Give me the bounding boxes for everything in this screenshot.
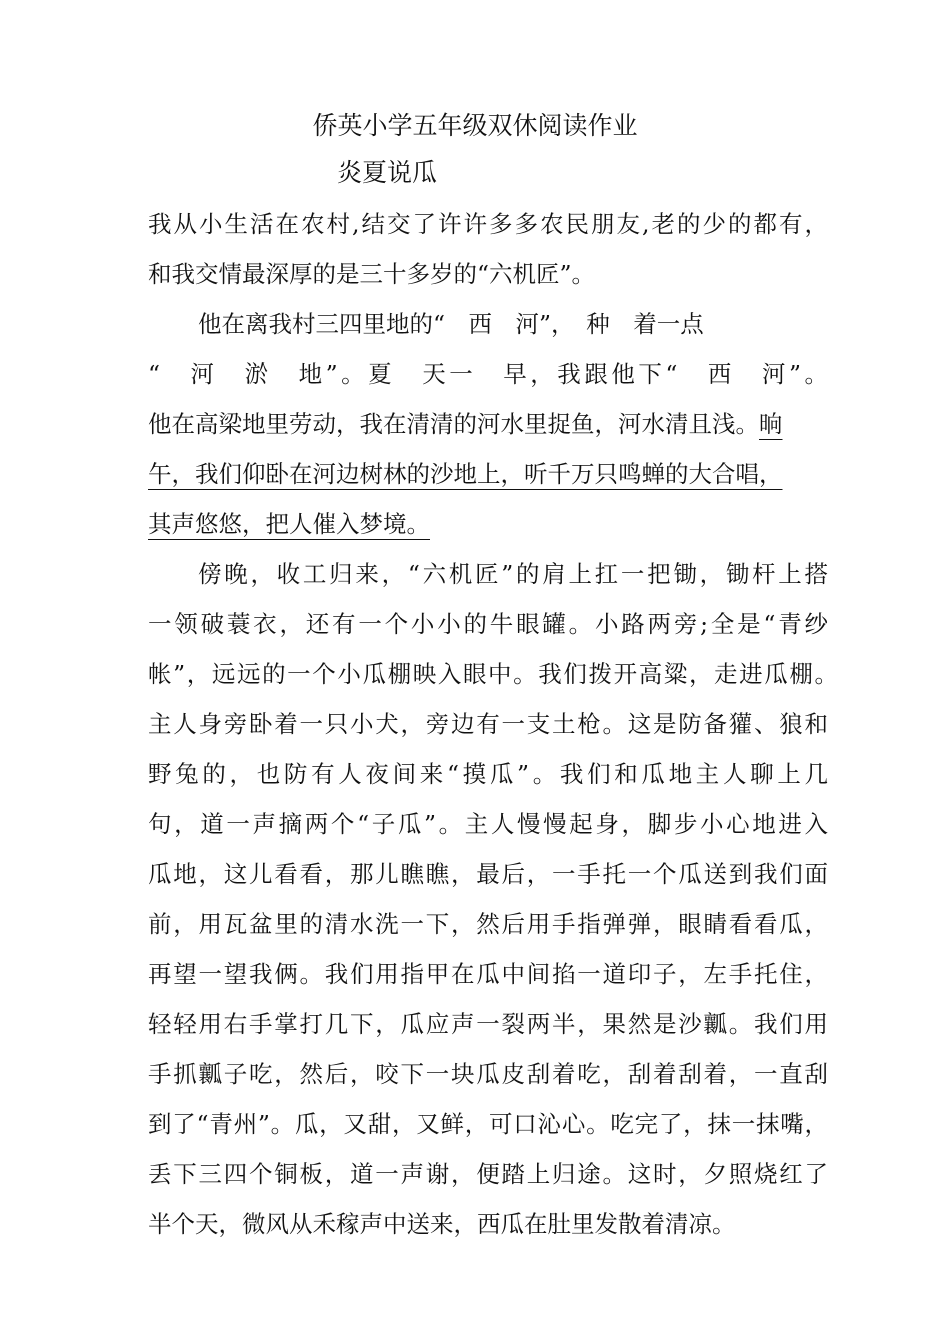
text-line: 瓜地，这儿看看，那儿瞧瞧，最后，一手托一个瓜送到我们面 (148, 860, 828, 888)
text-line: 句，道一声摘两个“子瓜”。主人慢慢起身，脚步小心地进入 (148, 810, 828, 838)
text-line: 再望一望我俩。我们用指甲在瓜中间掐一道印子，左手托住， (148, 960, 828, 988)
text-line: “ 河 淤 地”。夏 天一 早，我跟他下“ 西 河”。 (148, 360, 828, 388)
text-line: 丢下三四个铜板，道一声谢，便踏上归途。这时，夕照烧红了 (148, 1160, 828, 1188)
underlined-text: 晌 (759, 410, 783, 438)
text-segment: 他在高梁地里劳动，我在清清的河水里捉鱼，河水清且浅。 (148, 410, 759, 438)
text-line: 前，用瓦盆里的清水洗一下，然后用手指弹弹，眼睛看看瓜， (148, 910, 828, 938)
article-title: 炎夏说瓜 (337, 158, 438, 187)
text-line: 半个天，微风从禾稼声中送来，西瓜在肚里发散着清凉。 (148, 1210, 736, 1238)
text-line: 手抓瓤子吃，然后，咬下一块瓜皮刮着吃，刮着刮着，一直刮 (148, 1060, 828, 1088)
text-line: 野兔的，也防有人夜间来“摸瓜”。我们和瓜地主人聊上几 (148, 760, 828, 788)
text-line (148, 508, 828, 540)
underlined-text: 其声悠悠，把人催入梦境。 (148, 510, 430, 538)
text-line: 和我交情最深厚的是三十多岁的“六机匠”。 (148, 260, 596, 288)
text-line: 一领破蓑衣，还有一个小小的牛眼罐。小路两旁;全是“青纱 (148, 610, 828, 638)
underlined-text: 午，我们仰卧在河边树林的沙地上，听千万只鸣蝉的大合唱， (148, 460, 783, 488)
text-line: 他在离我村三四里地的“ 西 河”， 种 着一点 (198, 310, 704, 338)
text-line (148, 458, 828, 490)
text-line (148, 408, 838, 440)
text-line: 轻轻用右手掌打几下，瓜应声一裂两半，果然是沙瓤。我们用 (148, 1010, 828, 1038)
text-line: 我从小生活在农村,结交了许许多多农民朋友,老的少的都有， (148, 210, 828, 238)
text-line: 帐”，远远的一个小瓜棚映入眼中。我们拨开高粱，走进瓜棚。 (148, 660, 838, 688)
text-line: 主人身旁卧着一只小犬，旁边有一支土枪。这是防备獾、狼和 (148, 710, 828, 738)
text-line: 到了“青州”。瓜，又甜，又鲜，可口沁心。吃完了，抹一抹嘴， (148, 1110, 828, 1138)
document-title: 侨英小学五年级双休阅读作业 (312, 111, 638, 140)
text-line: 傍晚，收工归来，“六机匠”的肩上扛一把锄，锄杆上搭 (198, 560, 828, 588)
